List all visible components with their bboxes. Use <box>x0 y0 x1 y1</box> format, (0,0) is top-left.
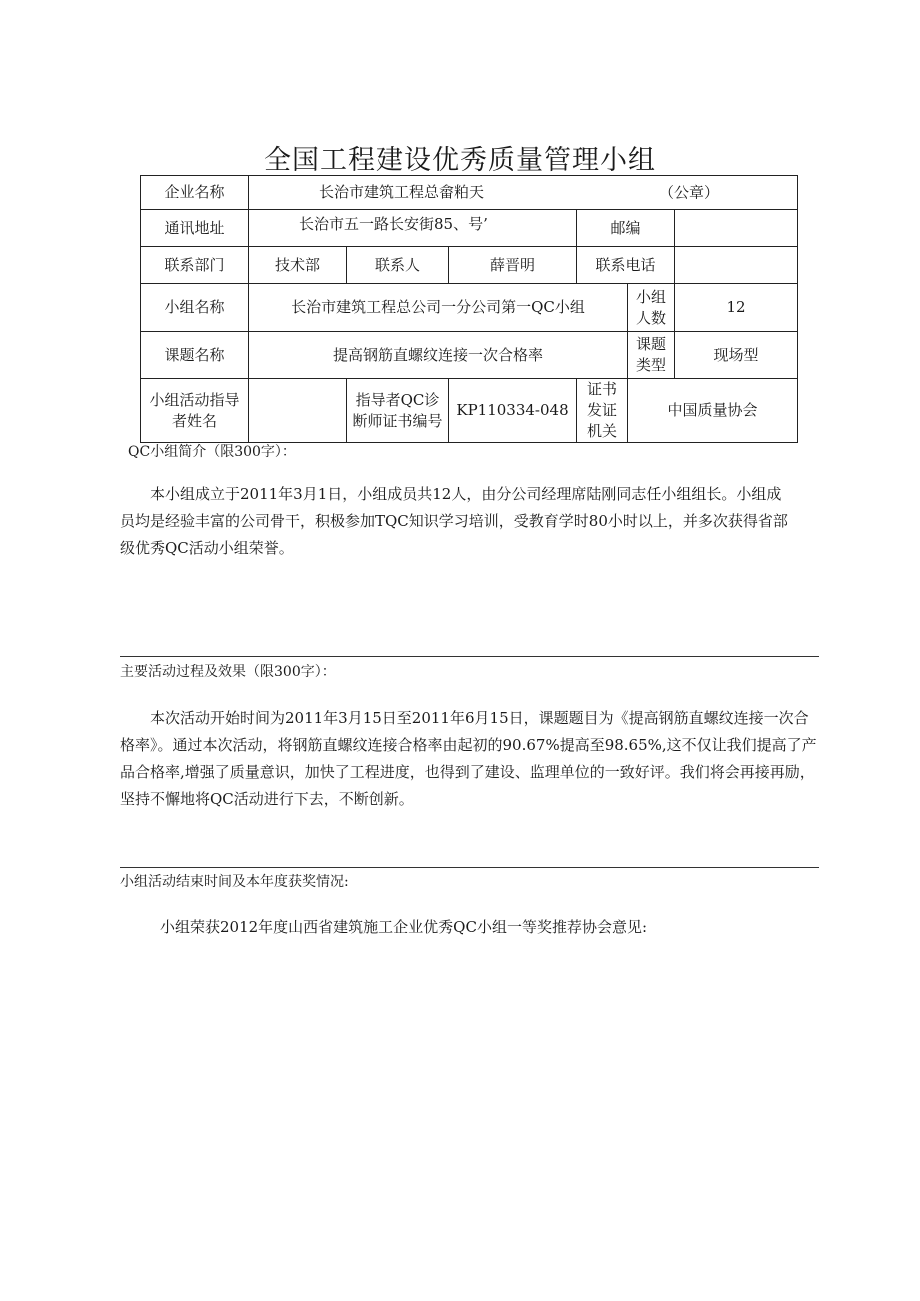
topic-type-label: 课题类型 <box>628 332 675 379</box>
row-topic <box>141 332 798 379</box>
address-value: 长治市五一路长安街85、号’ <box>249 210 577 247</box>
row-mentor <box>141 379 798 443</box>
cert-no-label: 指导者QC诊断师证书编号 <box>347 379 449 443</box>
group-name-value: 长治市建筑工程总公司一分公司第一QC小组 <box>249 284 628 332</box>
company-label: 企业名称 <box>141 176 249 210</box>
postcode-label: 邮编 <box>577 210 675 247</box>
dept-value: 技术部 <box>249 247 347 284</box>
phone-value <box>675 247 798 284</box>
row-contact <box>141 247 798 284</box>
topic-label: 课题名称 <box>141 332 249 379</box>
members-label: 小组人数 <box>628 284 675 332</box>
company-value-cell <box>249 176 798 210</box>
row-group <box>141 284 798 332</box>
issuer-label: 证书发证机关 <box>577 379 628 443</box>
mentor-label: 小组活动指导者姓名 <box>141 379 249 443</box>
awards-text: 小组荣获2012年度山西省建筑施工企业优秀QC小组一等奖推荐协会意见: <box>160 918 648 936</box>
cert-no-value: KP110334-048 <box>449 379 577 443</box>
process-label: 主要活动过程及效果（限300字）： <box>120 664 336 680</box>
group-name-label: 小组名称 <box>141 284 249 332</box>
topic-value: 提高钢筋直螺纹连接一次合格率 <box>249 332 628 379</box>
process-text: 本次活动开始时间为2011年3月15日至2011年6月15日，课题题目为《提高钢筋直螺纹连接一次合格率》。通过本次活动，将钢筋直螺纹连接合格率由起初的90.67%提高至98.65%,这不仅让我们提高了产品合格率,增强了质量意识，加快了工程进度，也得到了建设、监理单位的一致好评。我们将会再接再励，坚持不懈地将QC活动进行下去，不断创新。 <box>120 709 817 808</box>
members-value: 12 <box>675 284 798 332</box>
contact-label: 联系人 <box>347 247 449 284</box>
intro-text: 本小组成立于2011年3月1日，小组成员共12人，由分公司经理席陆刚同志任小组组长。小组成员均是经验丰富的公司骨干，积极参加TQC知识学习培训，受教育学时80小时以上，并多次获得省部级优秀QC活动小组荣誉。 <box>120 485 788 557</box>
topic-type-value: 现场型 <box>675 332 798 379</box>
page-title: 全国工程建设优秀质量管理小组 <box>264 145 656 176</box>
company-value: 长治市建筑工程总畲粕天 <box>319 183 485 201</box>
awards-label: 小组活动结束时间及本年度获奖情况: <box>120 874 349 890</box>
mentor-value <box>249 379 347 443</box>
intro-label: QC小组简介（限300字）： <box>128 444 296 460</box>
company-seal: （公章） <box>659 183 720 201</box>
contact-value: 薛晋明 <box>449 247 577 284</box>
issuer-value: 中国质量协会 <box>628 379 798 443</box>
row-company <box>141 176 798 210</box>
address-label: 通讯地址 <box>141 210 249 247</box>
row-address <box>141 210 798 247</box>
divider-awards <box>120 867 819 868</box>
dept-label: 联系部门 <box>141 247 249 284</box>
postcode-value <box>675 210 798 247</box>
phone-label: 联系电话 <box>577 247 675 284</box>
divider-process <box>120 656 819 657</box>
registration-form-table <box>140 175 798 443</box>
